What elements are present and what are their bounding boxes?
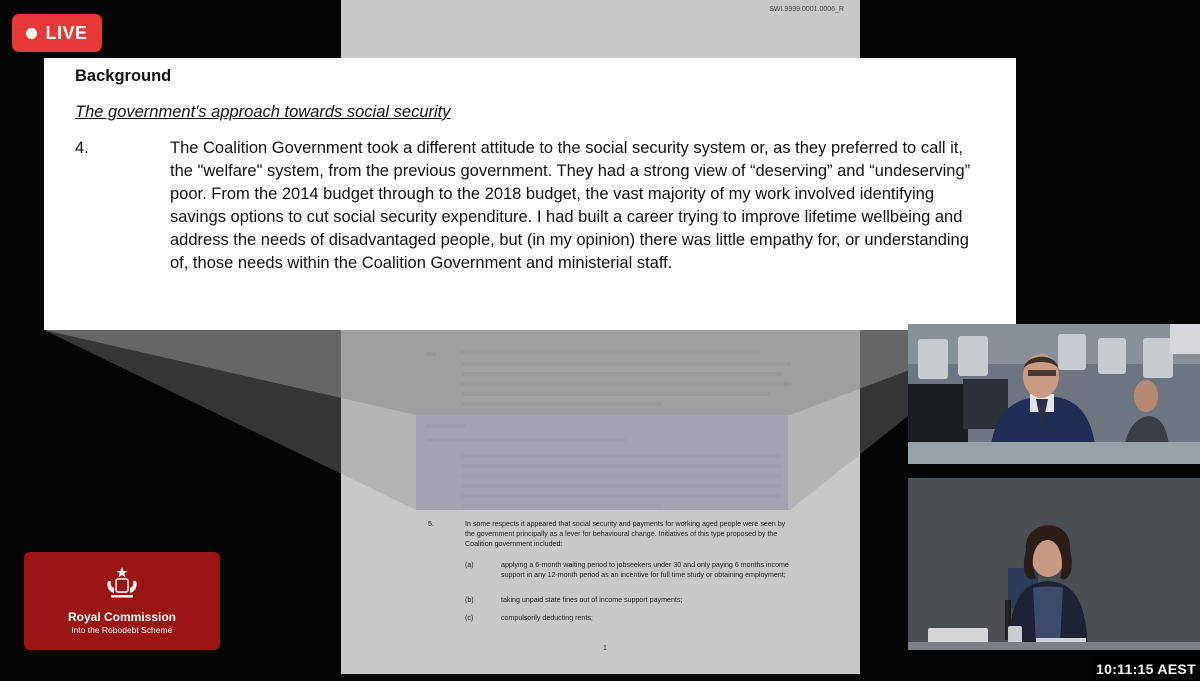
item-b-label: (b): [465, 596, 474, 604]
item-a-text: applying a 6-month waiting period to jobseekers under 30 and only paying 6 months income support in any 12-month period as an incentive for full time study or obtaining employment;: [501, 561, 789, 579]
royal-commission-logo: [24, 552, 220, 650]
item-b-text: taking unpaid state fines out of income support payments;: [501, 596, 683, 604]
para-5-number: 5.: [428, 520, 434, 528]
section-heading: Background: [75, 67, 172, 85]
item-c-label: (c): [465, 614, 474, 622]
document-reference: SWI.9999.0001.0006_R: [769, 6, 844, 13]
zoomed-excerpt: [44, 58, 1016, 330]
para-5-text: In some respects it appeared that social security and payments for working aged people were seen by the government principally as a lever for behavioural change. Initiatives of this type proposed by the Coalition government included:: [465, 520, 786, 548]
live-dot-icon: [26, 28, 37, 39]
broadcast-clock: 10:11:15 AEST: [1092, 656, 1200, 681]
camera-feed-commissioner: [908, 478, 1200, 650]
logo-title: Royal Commission: [67, 610, 177, 624]
logo-subtitle: into the Robodebt Scheme: [71, 625, 173, 635]
counsel-video-frame: [908, 324, 1200, 464]
section-subheading: The government's approach towards social security: [75, 103, 451, 121]
item-c-text: compulsorily deducting rents;: [501, 614, 593, 622]
live-label: LIVE: [45, 22, 88, 43]
item-a-label: (a): [465, 561, 474, 569]
page-number: 1: [603, 645, 607, 652]
camera-feed-counsel: [908, 324, 1200, 464]
commissioner-video-frame: [908, 478, 1200, 650]
paragraph-number: 4.: [75, 139, 89, 157]
coat-of-arms-icon: [104, 566, 140, 600]
live-badge: [12, 14, 102, 52]
paragraph-text: The Coalition Government took a different attitude to the social security system or, as they preferred to call it, the "welfare" system, from the previous government. They had a strong view of “deserving” and “undeserving” poor. From the 2014 budget through to the 2018 budget, the vast majority of my work involved identifying savings options to cut social security expenditure. I had built a career trying to improve lifetime wellbeing and address the needs of disadvantaged people, but (in my opinion) there was little empathy for, or understanding of, those needs within the Coalition Government and ministerial staff.: [170, 139, 971, 272]
paragraph-4: [75, 137, 985, 275]
